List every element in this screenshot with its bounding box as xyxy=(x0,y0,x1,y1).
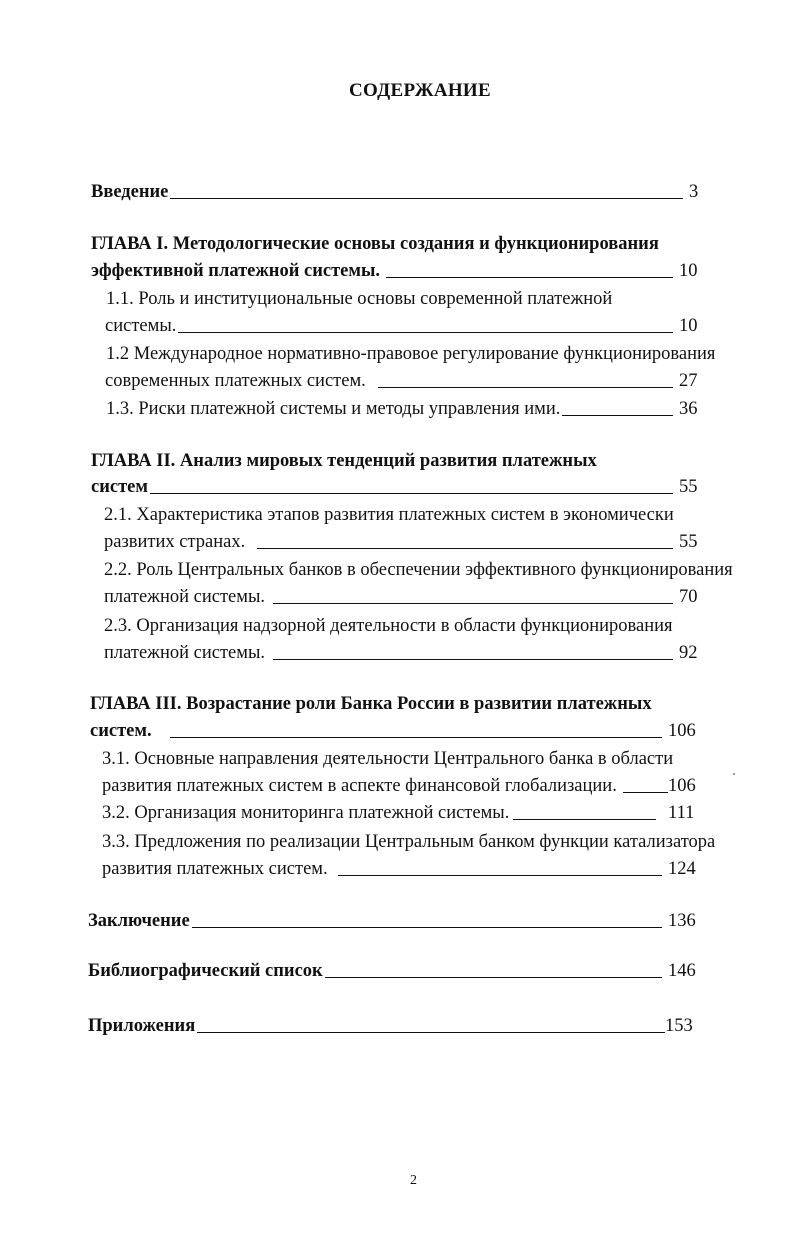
section-2-3-page: 92 xyxy=(679,643,698,663)
section-2-2-page: 70 xyxy=(679,587,698,607)
section-1-1-line1[interactable]: 1.1. Роль и институциональные основы современной платежной xyxy=(106,289,613,309)
appendices-page: 153 xyxy=(665,1016,693,1036)
toc-intro-label: Введение xyxy=(91,182,169,202)
dot-leader xyxy=(192,927,662,928)
section-2-1-line2: развитих странах. xyxy=(104,532,246,552)
section-3-2-line1: 3.2. Организация мониторинга платежной системы. xyxy=(102,803,510,823)
toc-section-1-1[interactable] xyxy=(105,314,707,338)
chapter3-title-line1[interactable]: ГЛАВА III. Возрастание роли Банка России в развитии платежных xyxy=(90,694,652,714)
bibliography-label: Библиографический список xyxy=(88,961,323,981)
section-3-1-line2: развития платежных систем в аспекте финансовой глобализации. xyxy=(102,776,617,796)
conclusion-label: Заключение xyxy=(88,911,190,931)
dot-leader xyxy=(325,977,662,978)
toc-chapter2[interactable] xyxy=(91,475,707,499)
dot-leader xyxy=(338,875,662,876)
toc-section-1-2[interactable] xyxy=(105,369,707,393)
page-number: 2 xyxy=(410,1173,417,1188)
chapter1-title-line1[interactable]: ГЛАВА I. Методологические основы создания и функционирования xyxy=(91,234,659,254)
section-2-3-line2: платежной системы. xyxy=(104,643,265,663)
section-3-3-line2: развития платежных систем. xyxy=(102,859,328,879)
section-3-3-page: 124 xyxy=(668,859,696,879)
dot-leader xyxy=(623,792,668,793)
dot-leader xyxy=(257,548,673,549)
section-2-3-line1[interactable]: 2.3. Организация надзорной деятельности в области функционирования xyxy=(104,616,673,636)
conclusion-page: 136 xyxy=(668,911,696,931)
toc-section-2-2[interactable] xyxy=(104,585,707,609)
chapter1-page: 10 xyxy=(679,261,698,281)
section-1-2-page: 27 xyxy=(679,371,698,391)
toc-section-2-1[interactable] xyxy=(104,530,707,554)
toc-section-3-3[interactable] xyxy=(102,857,702,881)
appendices-label: Приложения xyxy=(88,1016,196,1036)
chapter2-title-line2: систем xyxy=(91,477,148,497)
section-3-1-page: 106 xyxy=(668,776,696,796)
page-title: СОДЕРЖАНИЕ xyxy=(349,80,491,101)
dot-leader xyxy=(170,737,662,738)
dot-leader xyxy=(378,387,673,388)
chapter3-title-line2: систем. xyxy=(90,721,152,741)
scan-speck xyxy=(733,773,735,775)
dot-leader xyxy=(562,415,673,416)
section-1-1-line2: системы. xyxy=(105,316,177,336)
toc-section-1-3[interactable] xyxy=(106,397,707,421)
chapter2-title-line1[interactable]: ГЛАВА II. Анализ мировых тенденций развития платежных xyxy=(91,451,597,471)
section-1-1-page: 10 xyxy=(679,316,698,336)
dot-leader xyxy=(170,198,683,199)
dot-leader xyxy=(273,659,673,660)
dot-leader xyxy=(513,819,656,820)
dot-leader xyxy=(273,603,673,604)
section-2-1-page: 55 xyxy=(679,532,698,552)
chapter1-title-line2: эффективной платежной системы. xyxy=(91,261,381,281)
chapter2-page: 55 xyxy=(679,477,698,497)
section-3-3-line1[interactable]: 3.3. Предложения по реализации Центральным банком функции катализатора xyxy=(102,832,716,852)
section-1-2-line1[interactable]: 1.2 Международное нормативно-правовое регулирование функционирования xyxy=(106,344,716,364)
toc-appendices[interactable] xyxy=(88,1014,699,1038)
section-3-2-page: 111 xyxy=(668,803,695,823)
chapter3-page: 106 xyxy=(668,721,696,741)
toc-section-3-2[interactable] xyxy=(102,801,702,825)
section-1-3-line1: 1.3. Риски платежной системы и методы управления ими. xyxy=(106,399,561,419)
toc-intro[interactable] xyxy=(91,180,707,204)
toc-bibliography[interactable] xyxy=(88,959,702,983)
section-1-2-line2: современных платежных систем. xyxy=(105,371,366,391)
section-2-2-line2: платежной системы. xyxy=(104,587,265,607)
dot-leader xyxy=(150,493,673,494)
dot-leader xyxy=(386,277,673,278)
dot-leader xyxy=(178,332,673,333)
bibliography-page: 146 xyxy=(668,961,696,981)
section-3-1-line1[interactable]: 3.1. Основные направления деятельности Центрального банка в области xyxy=(102,749,674,769)
toc-intro-page: 3 xyxy=(689,182,699,202)
toc-chapter1[interactable] xyxy=(91,259,707,283)
dot-leader xyxy=(197,1032,665,1033)
toc-chapter3[interactable] xyxy=(90,719,702,743)
toc-section-3-1[interactable] xyxy=(102,774,702,798)
section-2-2-line1[interactable]: 2.2. Роль Центральных банков в обеспечении эффективного функционирования xyxy=(104,560,733,580)
toc-conclusion[interactable] xyxy=(88,909,702,933)
section-2-1-line1[interactable]: 2.1. Характеристика этапов развития платежных систем в экономически xyxy=(104,505,674,525)
section-1-3-page: 36 xyxy=(679,399,698,419)
toc-section-2-3[interactable] xyxy=(104,641,707,665)
